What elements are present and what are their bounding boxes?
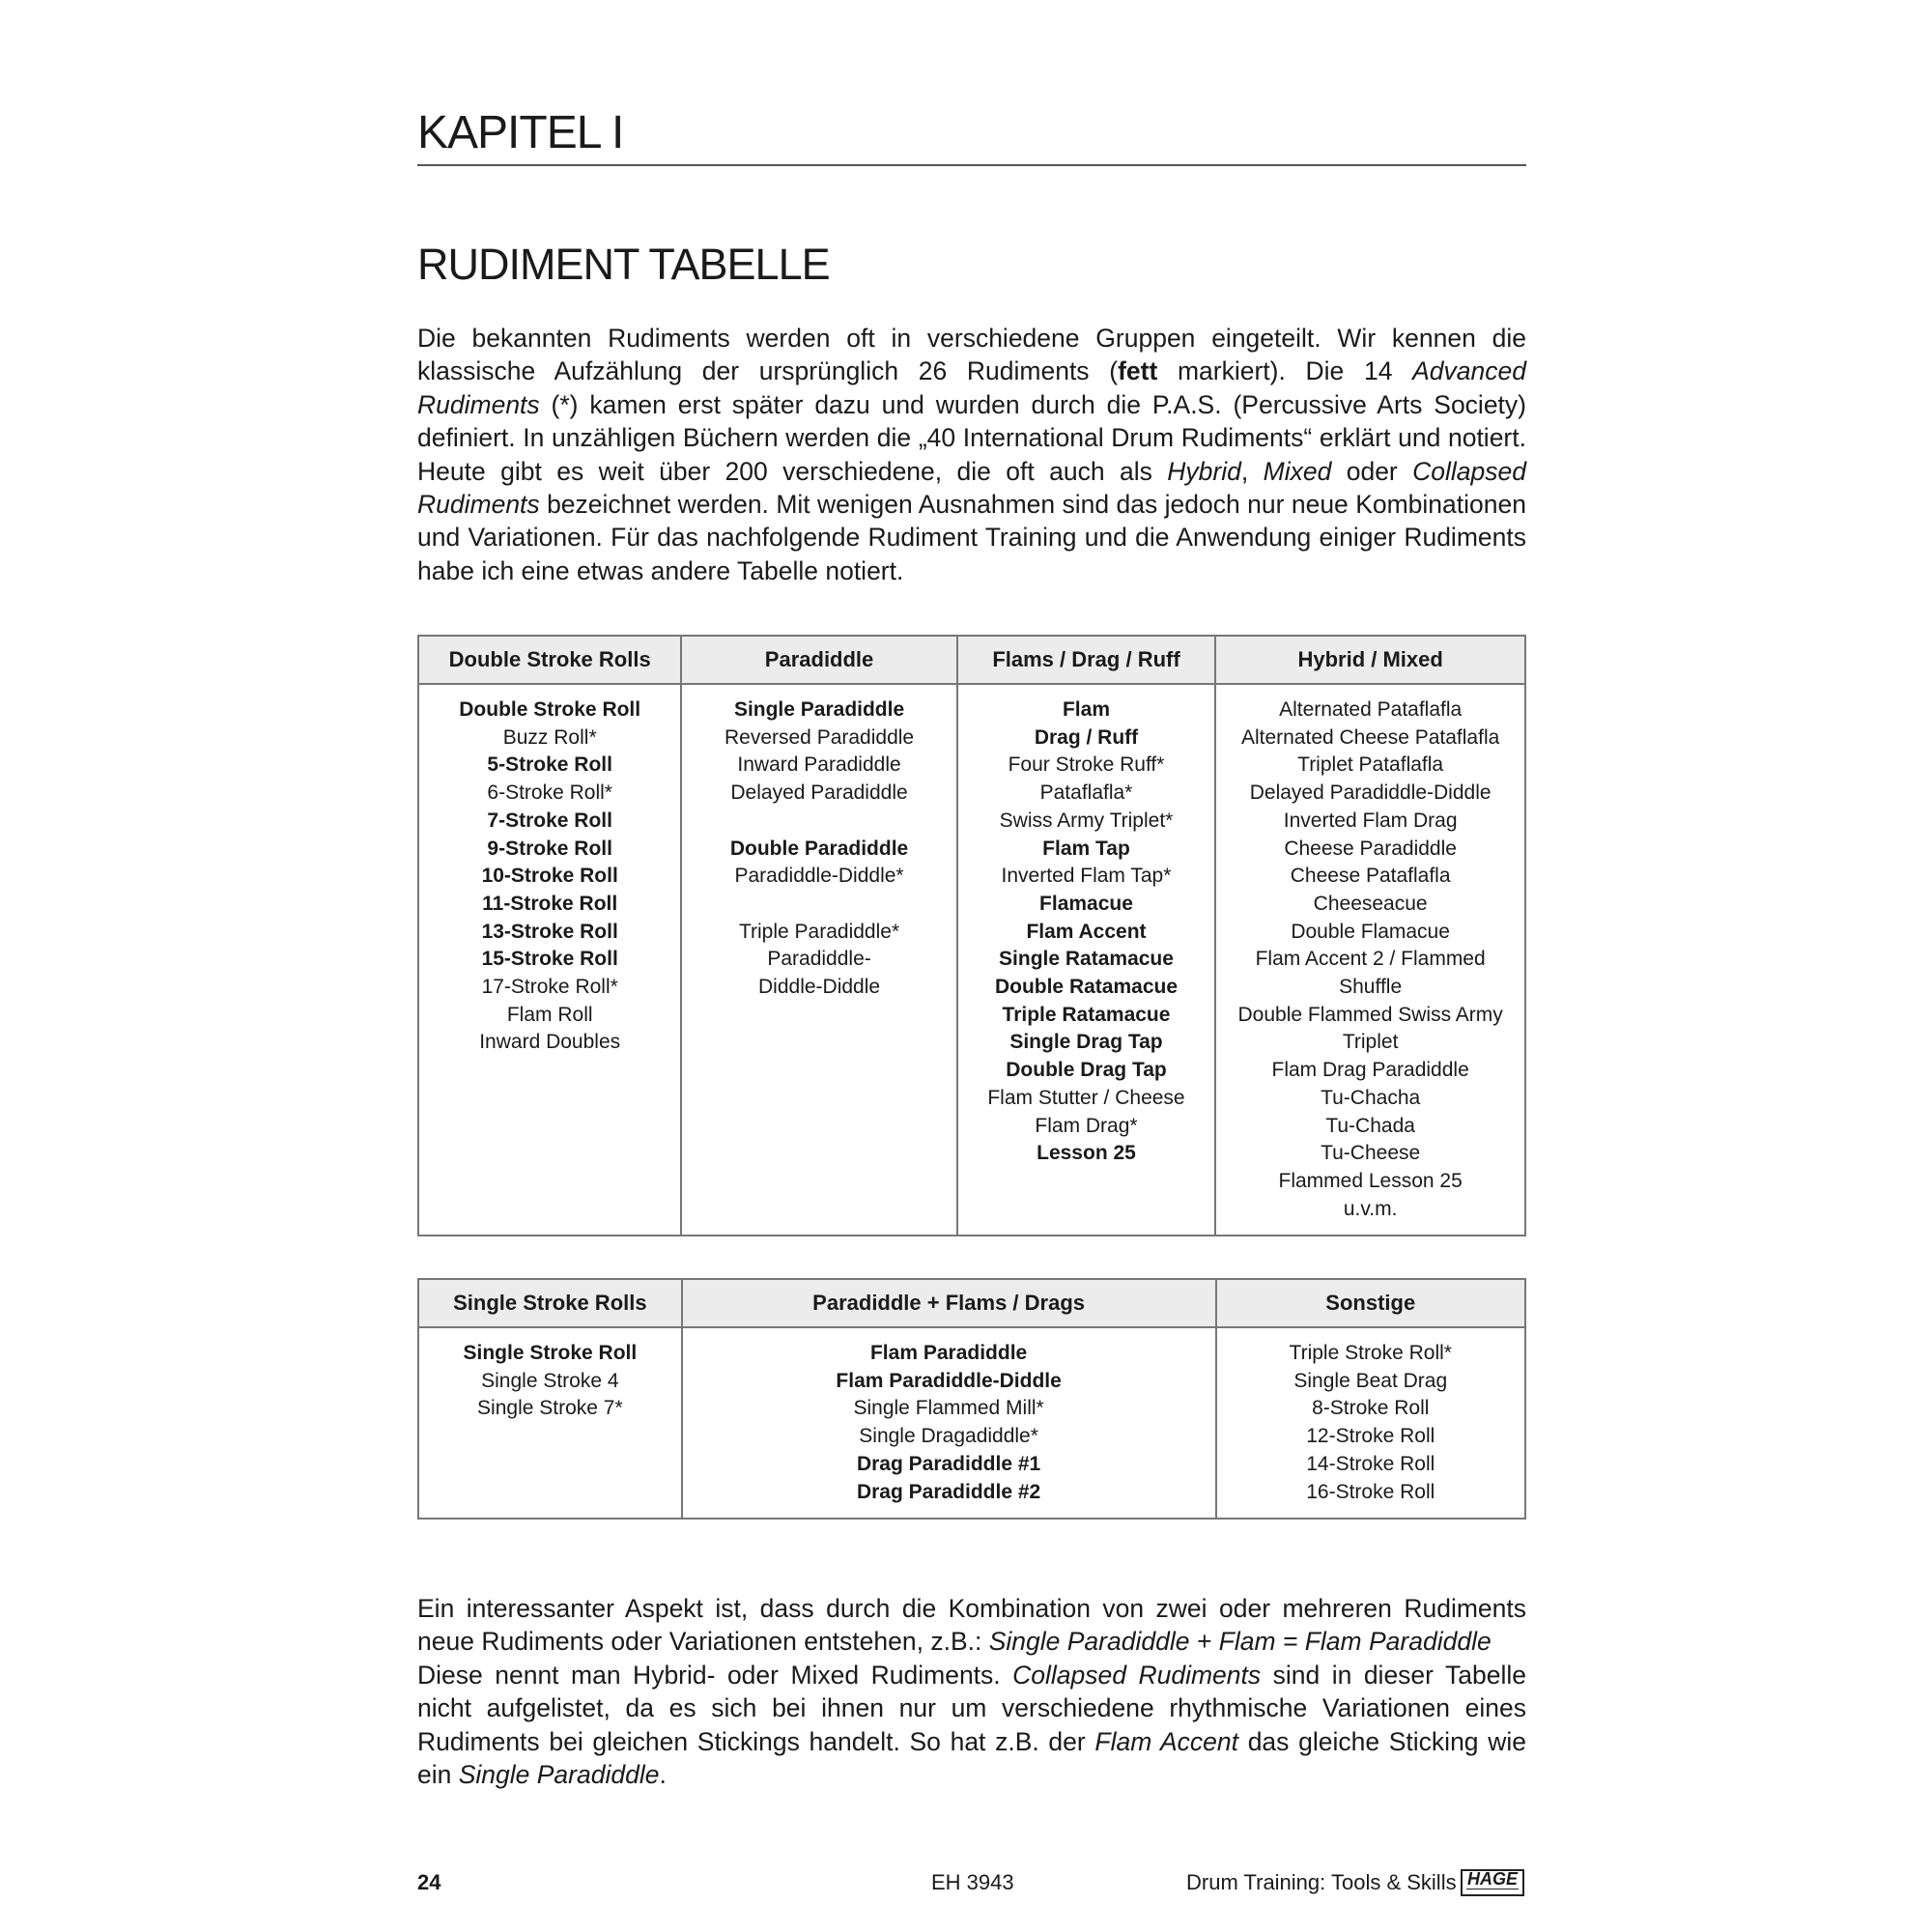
table-header-row: [418, 636, 1525, 684]
column-header: Double Stroke Rolls: [418, 636, 681, 684]
rudiment-item: Swiss Army Triplet*: [999, 809, 1174, 832]
rudiment-item: 9-Stroke Roll: [487, 837, 612, 860]
chapter-heading: KAPITEL I: [417, 107, 624, 158]
rudiment-item: Inward Paradiddle: [737, 753, 901, 777]
rudiment-item: Buzz Roll*: [502, 725, 597, 749]
italic-term: Collapsed Rudiments: [417, 456, 1527, 520]
rudiment-item: Double Stroke Roll: [459, 698, 641, 721]
rudiment-item: Double Drag Tap: [1006, 1059, 1167, 1082]
rudiment-item: Paradiddle-Diddle*: [734, 865, 904, 888]
rudiment-column: [681, 684, 956, 1236]
rudiment-item: Reversed Paradiddle: [724, 725, 915, 749]
rudiment-table-secondary: [417, 1278, 1526, 1520]
rudiment-item: Triplet: [1342, 1031, 1399, 1054]
rudiment-item: Drag Paradiddle #2: [856, 1480, 1041, 1503]
rudiment-item: 7-Stroke Roll: [487, 809, 612, 832]
rudiment-item: Alternated Pataflafla: [1279, 698, 1463, 721]
page-number: 24: [417, 1870, 441, 1894]
rudiment-item: 13-Stroke Roll: [481, 920, 618, 943]
rudiment-item: Double Flammed Swiss Army: [1237, 1003, 1503, 1026]
rudiment-item: Flam Drag*: [1035, 1114, 1138, 1137]
rudiment-item: Inverted Flam Drag: [1283, 809, 1458, 832]
rudiment-item: Double Paradiddle: [729, 837, 909, 860]
book-title: Drum Training: Tools & Skills: [1186, 1870, 1457, 1894]
rudiment-item: Shuffle: [1339, 976, 1403, 999]
rudiment-item: Single Stroke 4: [481, 1369, 619, 1392]
rudiment-column: [1215, 684, 1525, 1236]
rudiment-item: 5-Stroke Roll: [487, 753, 612, 777]
text-run: Diese nennt man Hybrid- oder Mixed Rudiments.: [417, 1660, 1013, 1690]
rudiment-item: Lesson 25: [1037, 1142, 1136, 1165]
rudiment-item: 10-Stroke Roll: [481, 865, 618, 888]
rudiment-item: Flamacue: [1039, 892, 1133, 915]
closing-paragraph: [417, 1592, 1526, 1791]
text-run: (*) kamen erst später dazu und wurden durch die P.A.S. (Percussive Arts Society) definiert. In unzähligen Büchern werden die „40 International Drum Rudiments“ erklärt und notiert. Heute gibt es weit über 200 verschiedene, die oft auch als: [417, 389, 1526, 486]
edition-code: EH 3943: [931, 1870, 1014, 1894]
table-header-row: [418, 1279, 1525, 1327]
rudiment-item: Double Ratamacue: [994, 976, 1179, 999]
rudiment-item: Cheeseacue: [1313, 892, 1428, 915]
table-body-row: [418, 1327, 1525, 1519]
rudiment-item: 15-Stroke Roll: [481, 948, 618, 971]
italic-term: Advanced Rudiments: [417, 356, 1526, 419]
table-body-row: [418, 684, 1525, 1236]
italic-term: Hybrid: [1167, 456, 1241, 486]
rudiment-item: Cheese Paradiddle: [1284, 837, 1457, 860]
rudiment-item: Drag Paradiddle #1: [856, 1452, 1041, 1475]
rudiment-column: [418, 1327, 682, 1519]
text-run: Die bekannten Rudiments werden oft in verschiedene Gruppen eingeteilt. Wir kennen die klassische Aufzählung der ursprünglich 26 Rudiments (: [417, 324, 1526, 386]
rudiment-item: Inward Doubles: [479, 1031, 621, 1054]
text-run: bezeichnet werden. Mit wenigen Ausnahmen sind das jedoch nur neue Kombinationen und Variationen. Für das nachfolgende Rudiment Training und die Anwendung einiger Rudiments habe ich eine etwas andere Tabelle notiert.: [417, 490, 1526, 585]
rudiment-item: Double Flamacue: [1291, 920, 1450, 943]
text-run: ,: [1240, 456, 1264, 486]
rudiment-item: Delayed Paradiddle-Diddle: [1249, 781, 1492, 805]
column-header: Paradiddle + Flams / Drags: [682, 1279, 1216, 1327]
text-run: oder: [1331, 456, 1413, 486]
rudiment-item: Flam Stutter / Cheese: [987, 1086, 1185, 1109]
column-header: Paradiddle: [681, 636, 956, 684]
rudiment-item: 6-Stroke Roll*: [487, 781, 612, 805]
italic-term: Single Paradiddle: [458, 1760, 660, 1790]
rudiment-item: Diddle-Diddle: [758, 976, 881, 998]
rudiment-column: [1216, 1327, 1525, 1519]
rudiment-item: Single Stroke Roll: [463, 1342, 638, 1364]
rudiment-item: Flam Paradiddle-Diddle: [836, 1369, 1062, 1392]
column-header: Sonstige: [1216, 1279, 1525, 1327]
rudiment-column: [957, 684, 1216, 1236]
publisher-logo: [1461, 1869, 1524, 1896]
rudiment-item: Single Paradiddle: [733, 698, 905, 721]
column-header: Single Stroke Rolls: [418, 1279, 682, 1327]
rudiment-table-main: [417, 635, 1526, 1236]
rudiment-item: u.v.m.: [1343, 1197, 1398, 1220]
rudiment-item: Pataflafla*: [1039, 781, 1133, 805]
rudiment-column: [418, 684, 681, 1236]
text-run: markiert). Die 14: [1157, 356, 1413, 386]
rudiment-item: Flam Accent: [1026, 920, 1147, 943]
rudiment-item: Triple Ratamacue: [1002, 1003, 1171, 1026]
text-run: sind in dieser Tabelle nicht aufgelistet, da es sich bei ihnen nur um verschiedene rhythmische Variationen eines Rudiments bei gleichen Stickings handelt. So hat z.B. der: [417, 1660, 1526, 1756]
chapter-rule: [417, 164, 1526, 166]
text-run: das gleiche Sticking wie ein: [417, 1726, 1526, 1790]
rudiment-item: 12-Stroke Roll: [1306, 1425, 1435, 1448]
rudiment-item: 14-Stroke Roll: [1306, 1452, 1435, 1475]
rudiment-item: Paradiddle-: [767, 948, 871, 971]
rudiment-item: Triple Paradiddle*: [738, 920, 900, 943]
rudiment-item: Single Flammed Mill*: [853, 1397, 1044, 1420]
rudiment-item: Flam Drag Paradiddle: [1271, 1059, 1469, 1082]
rudiment-item: Flam Tap: [1042, 837, 1130, 860]
rudiment-item: Single Drag Tap: [1009, 1031, 1163, 1054]
rudiment-item: Flam: [1062, 698, 1110, 721]
rudiment-item: Tu-Cheese: [1321, 1142, 1421, 1165]
column-header: Hybrid / Mixed: [1215, 636, 1525, 684]
rudiment-item: 16-Stroke Roll: [1306, 1480, 1435, 1503]
rudiment-item: Flammed Lesson 25: [1278, 1169, 1463, 1192]
rudiment-item: 8-Stroke Roll: [1312, 1397, 1430, 1420]
rudiment-item: Delayed Paradiddle: [730, 781, 908, 805]
rudiment-item: Flam Roll: [506, 1003, 593, 1026]
italic-term: Single Paradiddle + Flam = Flam Paradiddle: [988, 1627, 1492, 1657]
intro-paragraph: [417, 322, 1526, 587]
rudiment-item: Tu-Chada: [1325, 1114, 1415, 1137]
rudiment-item: 11-Stroke Roll: [482, 892, 618, 915]
rudiment-item: Triple Stroke Roll*: [1289, 1342, 1452, 1364]
italic-term: Collapsed Rudiments: [1012, 1660, 1262, 1690]
italic-term: Mixed: [1263, 456, 1332, 486]
rudiment-item: Single Beat Drag: [1293, 1369, 1448, 1392]
publisher-logo-text: HAGE: [1466, 1869, 1518, 1889]
column-header: Flams / Drag / Ruff: [957, 636, 1216, 684]
rudiment-item: 17-Stroke Roll*: [481, 976, 618, 999]
rudiment-item: Four Stroke Ruff*: [1008, 753, 1165, 777]
rudiment-item: Drag / Ruff: [1034, 725, 1139, 749]
publisher-logo-underline: [1466, 1889, 1519, 1895]
rudiment-item: Triplet Pataflafla: [1297, 753, 1444, 777]
italic-term: Flam Accent: [1094, 1726, 1239, 1756]
rudiment-item: Cheese Pataflafla: [1290, 865, 1451, 888]
rudiment-item: [686, 891, 952, 919]
rudiment-item: [686, 808, 952, 836]
text-run: Ein interessanter Aspekt ist, dass durch die Kombination von zwei oder mehreren Rudiments neue Rudiments oder Variationen entstehen, z.B.:: [417, 1594, 1526, 1657]
rudiment-item: Tu-Chacha: [1321, 1086, 1421, 1109]
rudiment-item: Flam Accent 2 / Flammed: [1255, 948, 1486, 971]
rudiment-item: Flam Paradiddle: [869, 1342, 1028, 1364]
rudiment-item: Single Stroke 7*: [477, 1397, 623, 1420]
rudiment-item: Single Ratamacue: [999, 948, 1174, 971]
rudiment-item: Alternated Cheese Pataflafla: [1240, 725, 1500, 749]
rudiment-column: [682, 1327, 1216, 1519]
text-run: .: [659, 1760, 667, 1790]
rudiment-item: Inverted Flam Tap*: [1001, 865, 1172, 888]
rudiment-item: Single Dragadiddle*: [859, 1425, 1038, 1448]
section-title: RUDIMENT TABELLE: [417, 240, 830, 289]
bold-text: fett: [1118, 356, 1158, 386]
